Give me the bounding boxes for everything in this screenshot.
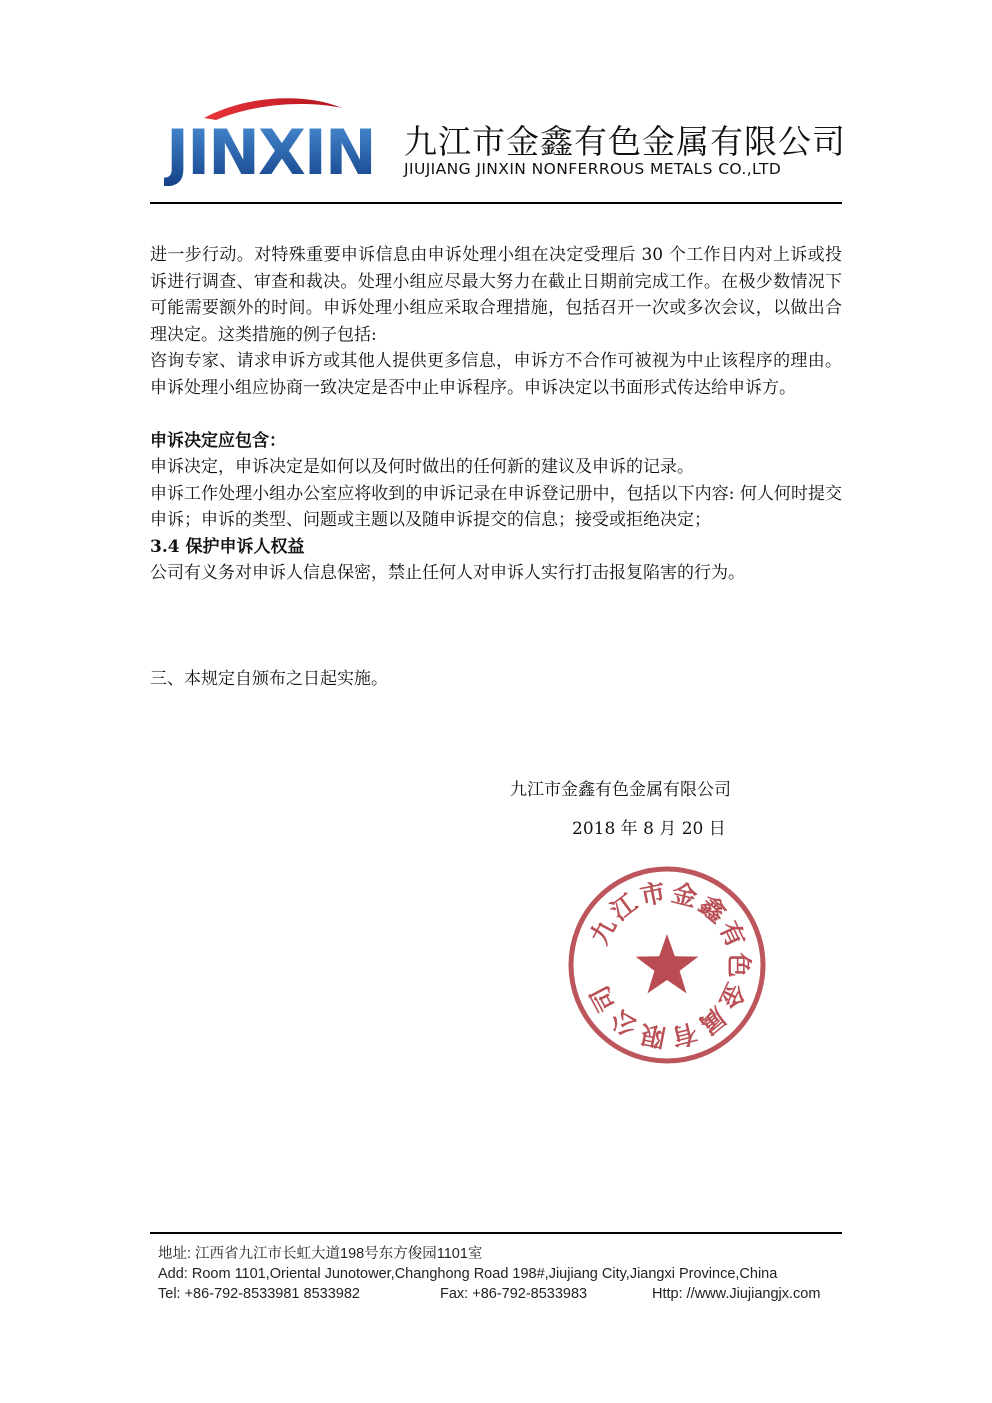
seal-character: 江 bbox=[605, 888, 643, 927]
company-name-cn: 九江市金鑫有色金属有限公司 bbox=[404, 122, 846, 161]
footer-divider bbox=[150, 1232, 842, 1234]
footer-address-cn: 地址: 江西省九江市长虹大道198号东方俊园1101室 bbox=[158, 1246, 483, 1262]
seal-character: 金 bbox=[668, 878, 701, 913]
document-body bbox=[150, 242, 842, 693]
company-name-en: JIUJIANG JINXIN NONFERROUS METALS CO.,LTD bbox=[404, 160, 782, 178]
spacer bbox=[150, 401, 842, 428]
footer-fax: Fax: +86-792-8533983 bbox=[440, 1286, 588, 1302]
seal-character: 公 bbox=[605, 1003, 643, 1042]
header-divider bbox=[150, 202, 842, 204]
footer-website: Http: //www.Jiujiangjx.com bbox=[652, 1286, 821, 1302]
seal-star-icon bbox=[636, 934, 699, 993]
section-heading: 3.4 保护申诉人权益 bbox=[150, 536, 305, 557]
seal-character: 九 bbox=[584, 913, 623, 950]
paragraph: 公司有义务对申诉人信息保密，禁止任何人对申诉人实行打击报复陷害的行为。 bbox=[150, 563, 745, 583]
paragraph: 申诉决定，申诉决定是如何以及何时做出的任何新的建议及申诉的记录。 bbox=[150, 457, 694, 477]
paragraph: 咨询专家、请求申诉方或其他人提供更多信息，申诉方不合作可被视为中止该程序的理由。申诉处理小组应协商一致决定是否中止申诉程序。申诉决定以书面形式传达给申诉方。 bbox=[150, 351, 842, 398]
seal-character: 市 bbox=[637, 877, 669, 912]
footer-contact-row bbox=[158, 1284, 848, 1304]
seal-character: 限 bbox=[637, 1018, 669, 1053]
signature-company: 九江市金鑫有色金属有限公司 bbox=[510, 780, 731, 800]
section-heading: 申诉决定应包含： bbox=[150, 430, 286, 451]
paragraph: 进一步行动。对特殊重要申诉信息由申诉处理小组在决定受理后 30 个工作日内对上诉或投诉进行调查、审查和裁决。处理小组应尽最大努力在截止日期前完成工作。在极少数情况下可能需要额外的时间。申诉处理小组应采取合理措施，包括召开一次或多次会议，以做出合理决定。这类措施的例子包括: bbox=[150, 245, 842, 345]
seal-character: 金 bbox=[713, 978, 751, 1014]
spacer bbox=[150, 613, 842, 640]
signature-date: 2018 年 8 月 20 日 bbox=[572, 819, 726, 839]
spacer bbox=[150, 640, 842, 667]
seal-character: 有 bbox=[713, 916, 751, 952]
seal-character: 属 bbox=[693, 1001, 732, 1040]
paragraph: 申诉工作处理小组办公室应将收到的申诉记录在申诉登记册中，包括以下内容: 何人何时提交申诉；申诉的类型、问题或主题以及随申诉提交的信息；接受或拒绝决定； bbox=[150, 483, 842, 530]
seal-character: 司 bbox=[584, 980, 623, 1017]
footer-address-en: Add: Room 1101,Oriental Junotower,Changhong Road 198#,Jiujiang City,Jiangxi Province,China bbox=[158, 1266, 778, 1282]
letterhead bbox=[150, 88, 846, 206]
company-logo bbox=[164, 94, 394, 186]
seal-character: 有 bbox=[668, 1017, 701, 1052]
spacer bbox=[150, 587, 842, 614]
footer-tel: Tel: +86-792-8533981 8533982 bbox=[158, 1286, 360, 1302]
logo-text: JINXIN bbox=[166, 116, 375, 186]
seal-character: 色 bbox=[724, 952, 754, 978]
company-seal bbox=[566, 864, 768, 1066]
footer bbox=[158, 1244, 848, 1304]
seal-character: 鑫 bbox=[693, 890, 732, 929]
paragraph: 三、本规定自颁布之日起实施。 bbox=[150, 669, 388, 689]
